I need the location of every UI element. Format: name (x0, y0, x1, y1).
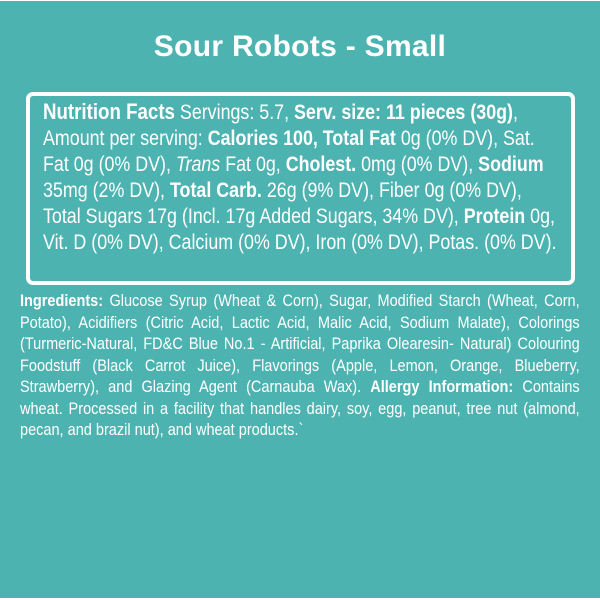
protein-label: Protein (463, 205, 526, 228)
nutrition-facts-text (43, 99, 562, 256)
nutrition-facts-box (26, 92, 575, 285)
serving-size: Serv. size: 11 pieces (30g) (294, 101, 513, 124)
trans-fat-value: Fat 0g, (220, 153, 286, 176)
top-edge-line (0, 0, 600, 1)
trans-label: Trans (175, 153, 221, 176)
fat-values: 0g (0% DV), Sat. Fat 0g (0% DV), (43, 127, 535, 176)
cholesterol-label: Cholest. (285, 153, 357, 176)
amount-per-serving-label: , Amount per serving: (43, 101, 518, 150)
protein-vitamins-minerals-values: 0g, Vit. D (0% DV), Calcium (0% DV), Iron (0% DV), Potas. (0% DV). (43, 205, 557, 254)
calories-total-fat-label: Calories 100, Total Fat (207, 127, 396, 150)
total-carb-label: Total Carb. (169, 179, 262, 202)
ingredients-label: Ingredients: (20, 292, 104, 310)
carb-fiber-sugars-values: 26g (9% DV), Fiber 0g (0% DV), Total Sugars 17g (Incl. 17g Added Sugars, 34% DV), (43, 179, 522, 228)
ingredients-section (20, 291, 580, 442)
allergy-information-label: Allergy Information: (370, 378, 514, 396)
ingredients-text (20, 291, 580, 442)
sodium-label: Sodium (478, 153, 544, 176)
ingredients-list: Glucose Syrup (Wheat & Corn), Sugar, Modified Starch (Wheat, Corn, Potato), Acidifiers (Citric Acid, Lactic Acid, Malic Acid, Sodium Malate), Colorings (Turmeric-Natural, FD&C Blue No.1 - Artificial, Paprika Olearesin- Natural) Colouring Foodstuff (Black Carrot Juice), Flavorings (Apple, Lemon, Orange, Blueberry, Strawberry), and Glazing Agent (Carnauba Wax). (20, 292, 580, 396)
cholesterol-value: 0mg (0% DV), (356, 153, 479, 176)
servings-value: Servings: 5.7, (174, 101, 295, 124)
product-title: Sour Robots - Small (153, 30, 447, 63)
nutrition-facts-heading: Nutrition Facts (43, 99, 175, 124)
allergy-information-text: Contains wheat. Processed in a facility that handles dairy, soy, egg, peanut, tree nut (almond, pecan, and brazil nut), and wheat products.` (20, 378, 580, 439)
sodium-value: 35mg (2% DV), (43, 179, 170, 202)
